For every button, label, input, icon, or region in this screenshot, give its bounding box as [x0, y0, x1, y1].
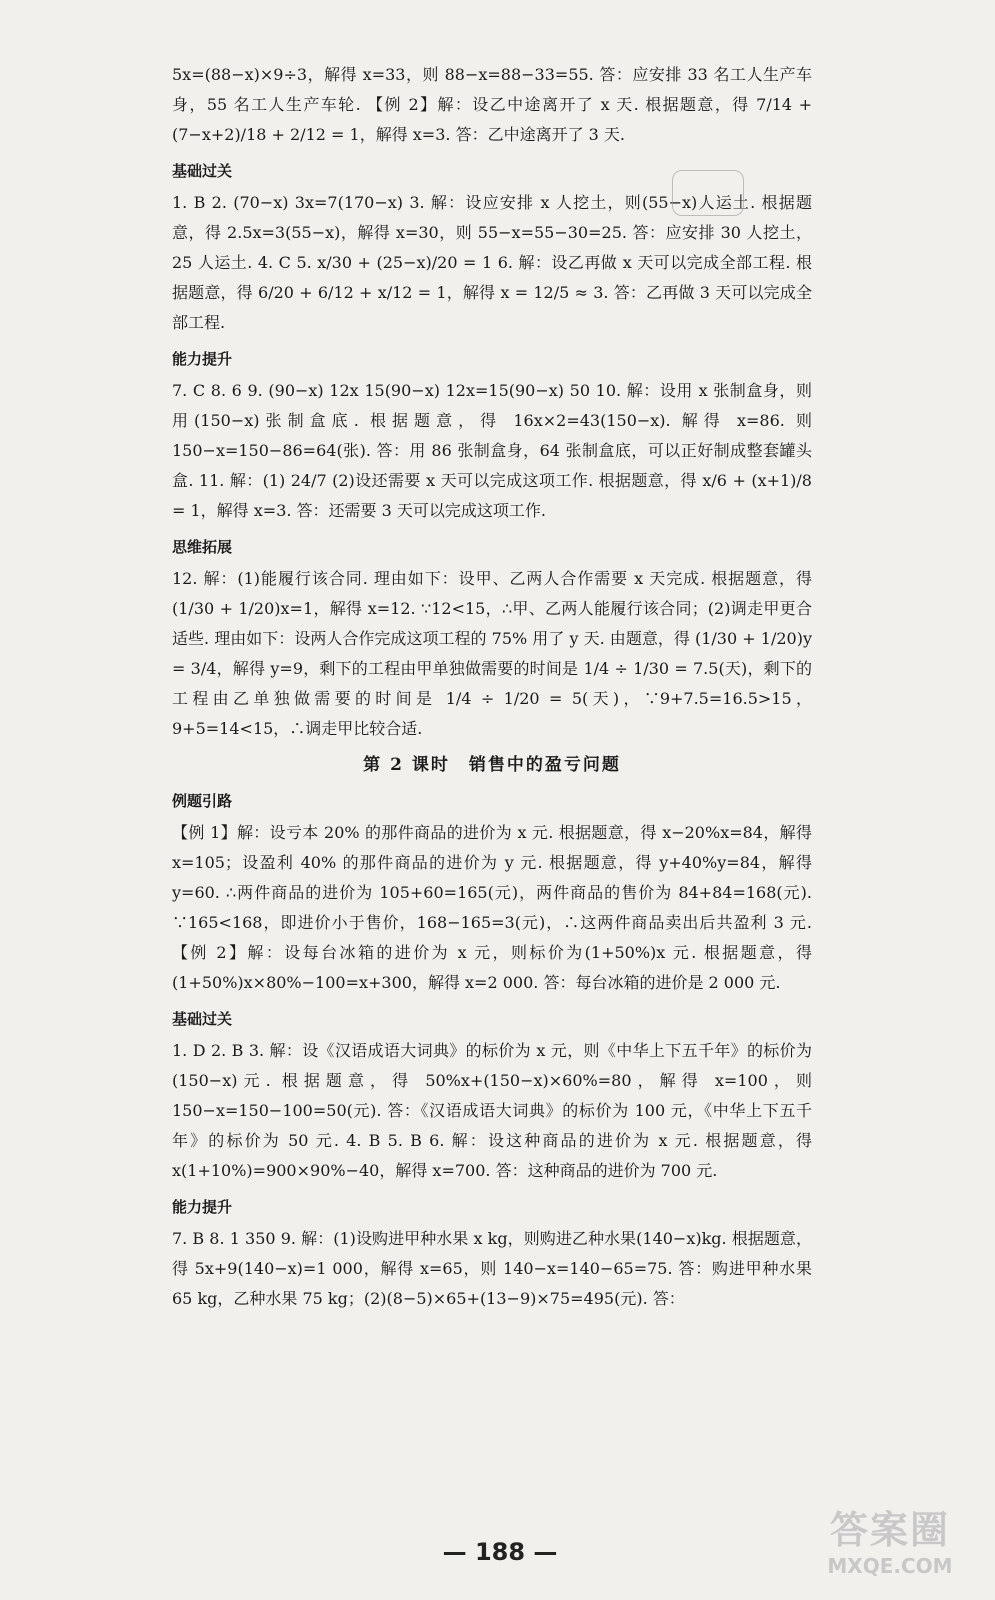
section-heading: 基础过关 — [172, 162, 233, 180]
lesson-title: 第 2 课时 销售中的盈亏问题 — [363, 755, 621, 775]
section-heading: 思维拓展 — [172, 538, 233, 556]
answer-paragraph: 7. B 8. 1 350 9. 解：(1)设购进甲种水果 x kg，则购进乙种水果(140−x)kg. 根据题意，得 5x+9(140−x)=1 000，解得 x=65，则 140−x=140−65=75. 答：购进甲种水果 65 kg，乙种水果 75 kg；(2)(8−5)×65+(13−9)×75=495(元). 答： — [172, 1229, 812, 1308]
section-heading: 例题引路 — [172, 792, 233, 810]
answer-paragraph: 7. C 8. 6 9. (90−x) 12x 15(90−x) 12x=15(90−x) 50 10. 解：设用 x 张制盒身，则用(150−x)张制盒底. 根据题意，得 16x×2=43(150−x). 解得 x=86. 则 150−x=150−86=64(张). 答：用 86 张制盒身，64 张制盒底，可以正好制成整套罐头盒. 11. 解：(1) 24/7 (2)设还需要 x 天可以完成这项工作. 根据题意，得 x/6 + (x+1)/8 = 1，解得 x=3. 答：还需要 3 天可以完成这项工作. — [172, 381, 812, 520]
answer-paragraph: 1. D 2. B 3. 解：设《汉语成语大词典》的标价为 x 元，则《中华上下五千年》的标价为(150−x)元. 根据题意，得 50%x+(150−x)×60%=80，解得 x=100，则 150−x=150−100=50(元). 答：《汉语成语大词典》的标价为 100 元，《中华上下五千年》的标价为 50 元. 4. B 5. B 6. 解：设这种商品的进价为 x 元. 根据题意，得 x(1+10%)=900×90%−40，解得 x=700. 答：这种商品的进价为 700 元. — [172, 1041, 812, 1180]
answer-paragraph: 【例 1】解：设亏本 20% 的那件商品的进价为 x 元. 根据题意，得 x−20%x=84，解得 x=105；设盈利 40% 的那件商品的进价为 y 元. 根据题意，得 y+40%y=84，解得 y=60. ∴两件商品的进价为 105+60=165(元)，两件商品的售价为 84+84=168(元). ∵165<168，即进价小于售价，168−165=3(元)，∴这两件商品卖出后共盈利 3 元. 【例 2】解：设每台冰箱的进价为 x 元，则标价为(1+50%)x 元. 根据题意，得(1+50%)x×80%−100=x+300，解得 x=2 000. 答：每台冰箱的进价是 2 000 元. — [172, 823, 812, 992]
watermark-url: MXQE.COM — [827, 1554, 953, 1578]
page-number: — 188 — — [442, 1538, 558, 1566]
page-content — [172, 60, 812, 1314]
section-heading: 能力提升 — [172, 1198, 233, 1216]
answer-paragraph: 1. B 2. (70−x) 3x=7(170−x) 3. 解：设应安排 x 人挖土，则(55−x)人运土. 根据题意，得 2.5x=3(55−x)，解得 x=30，则 55−x=55−30=25. 答：应安排 30 人挖土，25 人运土. 4. C 5. x/30 + (25−x)/20 = 1 6. 解：设乙再做 x 天可以完成全部工程. 根据题意，得 6/20 + 6/12 + x/12 = 1，解得 x = 12/5 ≈ 3. 答：乙再做 3 天可以完成全部工程. — [172, 193, 812, 332]
section-heading: 基础过关 — [172, 1010, 233, 1028]
answer-paragraph: 5x=(88−x)×9÷3，解得 x=33，则 88−x=88−33=55. 答：应安排 33 名工人生产车身，55 名工人生产车轮. 【例 2】解：设乙中途离开了 x 天. 根据题意，得 7/14 + (7−x+2)/18 + 2/12 = 1，解得 x=3. 答：乙中途离开了 3 天. — [172, 65, 812, 144]
section-heading: 能力提升 — [172, 350, 233, 368]
answer-paragraph: 12. 解：(1)能履行该合同. 理由如下：设甲、乙两人合作需要 x 天完成. 根据题意，得 (1/30 + 1/20)x=1，解得 x=12. ∵12<15，∴甲、乙两人能履行该合同；(2)调走甲更合适些. 理由如下：设两人合作完成这项工程的 75% 用了 y 天. 由题意，得 (1/30 + 1/20)y = 3/4，解得 y=9，剩下的工程由甲单独做需要的时间是 1/4 ÷ 1/30 = 7.5(天)，剩下的工程由乙单独做需要的时间是 1/4 ÷ 1/20 = 5(天)，∵9+7.5=16.5>15，9+5=14<15，∴调走甲比较合适. — [172, 569, 812, 738]
watermark-logo: 答案圈 — [829, 1508, 950, 1552]
library-stamp — [672, 170, 744, 216]
site-watermark — [795, 1506, 985, 1586]
